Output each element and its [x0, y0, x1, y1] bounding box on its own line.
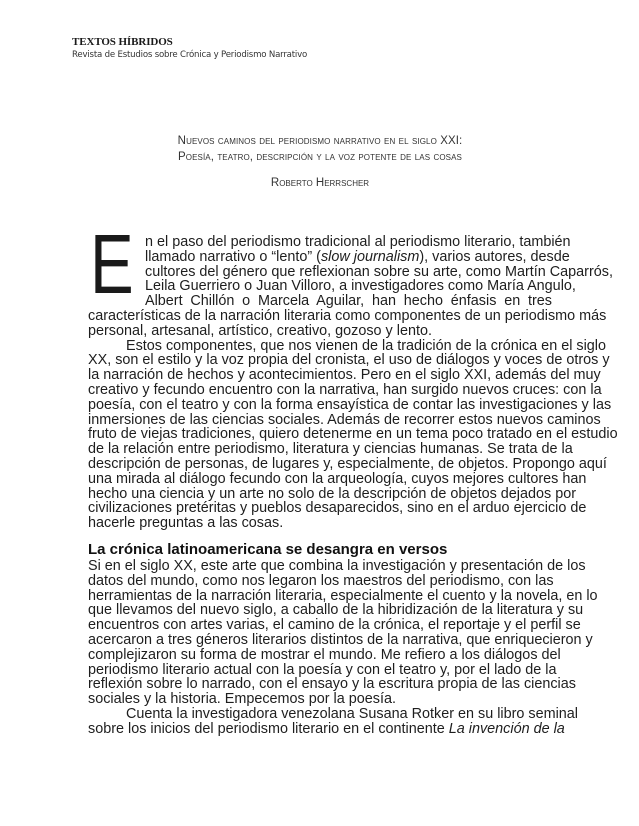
text-line: personal, artesanal, artístico, creativo, gozoso y lento. — [88, 322, 432, 339]
text-line: fruto de viejas tradiciones, quiero detenerme en un tema poco tratado en el estudio — [88, 426, 618, 443]
text-line: Si en el siglo XX, este arte que combina la investigación y presentación de los — [88, 558, 586, 574]
text-line: características de la narración literaria como componentes de un periodismo más — [88, 308, 607, 324]
italic-text: La invención de la — [448, 720, 565, 737]
journal-title: TEXTOS HÍBRIDOS — [72, 36, 173, 48]
text-line: acercaron a tres géneros literarios distintos de la narrativa, que enriquecieron y — [88, 632, 593, 648]
text-line: hacerle preguntas a las cosas. — [88, 515, 284, 532]
text-line: Estos componentes, que nos vienen de la tradición de la crónica en el siglo — [126, 337, 606, 354]
text-line: una mirada al diálogo fecundo con la arqueología, cuyos mejores cultores han — [88, 470, 587, 487]
text-line: reflexión sobre lo narrado, con el ensayo y la escritura propia de las ciencias — [88, 676, 576, 693]
text-line — [145, 248, 570, 265]
text-line: cultores del género que reflexionan sobre su arte, como Martín Caparrós, — [145, 263, 613, 280]
text-line: XX, son el estilo y la voz propia del cronista, el uso de diálogos y voces de otros y — [88, 352, 610, 369]
text-line: encuentros con artes varias, el camino de la crónica, el reportaje y el perfil se — [88, 617, 581, 634]
section-heading: La crónica latinoamericana se desangra en versos — [88, 541, 448, 558]
text-line: de la relación entre periodismo, literatura y ciencias humanas. Se trata de la — [88, 441, 573, 458]
text-line: Cuenta la investigadora venezolana Susana Rotker en su libro seminal — [126, 706, 578, 722]
text-line: descripción de personas, de lugares y, especialmente, de objetos. Propongo aquí — [88, 456, 607, 472]
text-line: civilizaciones pretéritas y pueblos desaparecidos, sino en el arduo ejercicio de — [88, 500, 587, 517]
text-line: n el paso del periodismo tradicional al periodismo literario, también — [145, 234, 571, 250]
text-segment: ), varios autores, desde — [419, 248, 570, 265]
text-line: que llevamos del nuevo siglo, a caballo de la hibridización de la literatura y su — [88, 602, 584, 619]
text-segment: llamado narrativo o “lento” ( — [145, 248, 321, 265]
journal-subtitle: Revista de Estudios sobre Crónica y Periodismo Narrativo — [72, 50, 308, 60]
drop-cap: E — [90, 217, 134, 311]
text-line: inmersiones de las ciencias sociales. Además de recorrer estos nuevos caminos — [88, 411, 601, 428]
text-line: complejizaron su forma de mostrar el mundo. Me refiero a los diálogos del — [88, 646, 561, 663]
article-title — [88, 133, 552, 165]
text-line: la narración de hechos y acontecimientos. Pero en el siglo XXI, además del muy — [88, 367, 601, 384]
text-line: creativo y fecundo encuentro con la narrativa, han surgido nuevos cruces: con la — [88, 382, 602, 398]
text-line: datos del mundo, como nos legaron los maestros del periodismo, con las — [88, 572, 554, 589]
text-line — [88, 720, 565, 737]
text-line: hecho una ciencia y un arte no solo de la descripción de objetos dejados por — [88, 485, 577, 502]
text-line: Albert Chillón o Marcela Aguilar, han hecho énfasis en tres — [145, 293, 552, 310]
text-line: Leila Guerriero o Juan Villoro, a investigadores como María Angulo, — [145, 278, 576, 295]
article-author: Roberto Herrscher — [270, 177, 370, 189]
article-title-line-1: Nuevos caminos del periodismo narrativo en el siglo XXI: — [177, 135, 463, 147]
text-line: periodismo literario actual con la poesía y con el teatro y, por el lado de la — [88, 661, 557, 678]
article-title-line-2: Poesía, teatro, descripción y la voz potente de las cosas — [178, 151, 462, 163]
italic-text: slow journalism — [320, 248, 420, 265]
text-segment: sobre los inicios del periodismo literario en el continente — [88, 720, 449, 737]
text-line: herramientas de la narración literaria, especialmente el cuento y la novela, en lo — [88, 587, 598, 604]
text-line: poesía, con el teatro y con la forma ensayística de contar las investigaciones y las — [88, 396, 612, 413]
text-line: sociales y la historia. Empecemos por la poesía. — [88, 691, 396, 708]
